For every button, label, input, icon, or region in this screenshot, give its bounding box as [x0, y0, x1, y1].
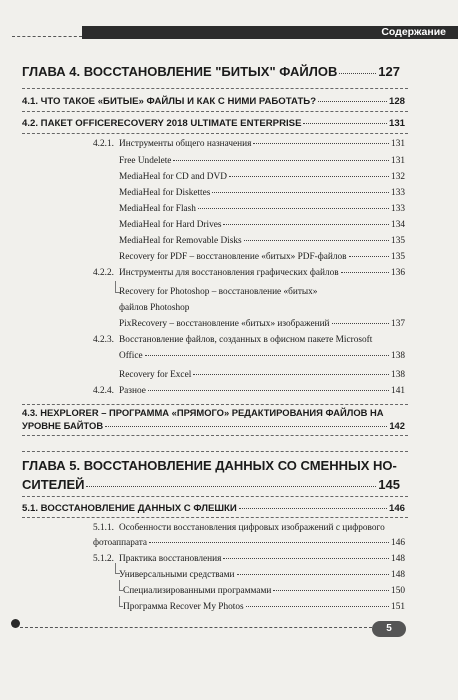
section-4-3-entry[interactable] [22, 420, 405, 431]
subsection-number: 5.1.1. [93, 523, 114, 533]
section-4-1-entry[interactable] [22, 96, 405, 107]
separator [22, 517, 408, 518]
toc-item[interactable] [119, 204, 405, 214]
subsection-number: 4.2.3. [93, 335, 114, 345]
toc-item-line[interactable]: Recovery for Photoshop – восстановление «битых» [119, 287, 318, 297]
section-4-3-title-cont: УРОВНЕ БАЙТОВ [22, 420, 104, 431]
toc-item-page: 138 [391, 370, 405, 380]
toc-item-page: 135 [391, 236, 405, 246]
toc-item-page: 137 [391, 319, 405, 329]
leader-dots [237, 574, 390, 575]
leader-dots [212, 192, 389, 193]
chapter-4-page: 127 [378, 64, 400, 79]
leader-dots [105, 426, 387, 427]
subsection-4-2-3-entry[interactable] [119, 351, 405, 361]
chapter-5-page: 145 [378, 477, 400, 492]
subsection-page: 146 [391, 538, 405, 548]
subsection-4-2-1-entry[interactable] [93, 139, 405, 149]
toc-item-page: 134 [391, 220, 405, 230]
toc-item[interactable] [123, 602, 405, 612]
section-5-1-title: 5.1. ВОССТАНОВЛЕНИЕ ДАННЫХ С ФЛЕШКИ [22, 503, 237, 514]
toc-item-title: Универсальными средствами [119, 570, 235, 580]
toc-item[interactable] [119, 370, 405, 380]
leader-dots [229, 176, 389, 177]
toc-item[interactable] [119, 303, 405, 313]
header-dash-line [12, 36, 82, 37]
chapter-4-title: ГЛАВА 4. ВОССТАНОВЛЕНИЕ "БИТЫХ" ФАЙЛОВ [22, 64, 338, 79]
subsection-page: 148 [391, 554, 405, 564]
toc-item-title: Программа Recover My Photos [123, 602, 244, 612]
leader-dots [223, 224, 389, 225]
toc-item-title: Free Undelete [119, 156, 172, 166]
subsection-title: Практика восстановления [119, 554, 222, 564]
section-4-3-line1[interactable]: 4.3. HEXPLORER – ПРОГРАММА «ПРЯМОГО» РЕДАКТИРОВАНИЯ ФАЙЛОВ НА [22, 407, 384, 418]
toc-item-page: 133 [391, 188, 405, 198]
separator [22, 133, 408, 134]
separator [22, 404, 408, 405]
leader-dots [149, 542, 389, 543]
leader-dots [198, 208, 389, 209]
toc-item-page: 151 [391, 602, 405, 612]
toc-item-title: Специализированными программами [123, 586, 272, 596]
leader-dots [246, 606, 389, 607]
section-4-1-title: 4.1. ЧТО ТАКОЕ «БИТЫЕ» ФАЙЛЫ И КАК С НИМИ РАБОТАТЬ? [22, 96, 317, 107]
toc-item[interactable] [119, 252, 405, 262]
leader-dots [173, 160, 389, 161]
toc-item-title: MediaHeal for Flash [119, 204, 196, 214]
section-4-3-page: 142 [389, 420, 405, 431]
toc-item[interactable] [119, 172, 405, 182]
toc-item-title: MediaHeal for CD and DVD [119, 172, 227, 182]
toc-item-title: MediaHeal for Diskettes [119, 188, 211, 198]
section-4-1-page: 128 [388, 96, 405, 107]
toc-item[interactable] [119, 220, 405, 230]
leader-dots [332, 323, 390, 324]
header-title: Содержание [381, 26, 446, 38]
subsection-title: Инструменты общего назначения [119, 139, 252, 149]
toc-item[interactable] [119, 236, 405, 246]
subsection-5-1-1-line1[interactable] [93, 523, 385, 533]
header-bar [82, 26, 458, 39]
subsection-4-2-4-entry[interactable] [93, 386, 405, 396]
footer-bullet-icon [11, 619, 20, 628]
toc-item[interactable] [119, 156, 405, 166]
toc-item-title: MediaHeal for Removable Disks [119, 236, 242, 246]
toc-item-page: 133 [391, 204, 405, 214]
toc-item[interactable] [119, 319, 405, 329]
page-number-badge: 5 [372, 621, 406, 637]
leader-dots [253, 143, 389, 144]
separator [22, 496, 408, 497]
section-4-2-entry[interactable] [22, 118, 405, 129]
separator [22, 88, 408, 89]
toc-item[interactable] [123, 586, 405, 596]
subsection-title-cont: Office [119, 351, 143, 361]
leader-dots [193, 374, 389, 375]
subsection-page: 136 [391, 268, 405, 278]
separator [22, 451, 408, 452]
subsection-title: Разное [119, 386, 146, 396]
subsection-page: 141 [391, 386, 405, 396]
subsection-title-cont: фотоаппарата [93, 538, 148, 548]
separator [22, 111, 408, 112]
leader-dots [341, 272, 389, 273]
subsection-page: 131 [391, 139, 405, 149]
toc-item-title: Recovery for PDF – восстановление «битых» PDF-файлов [119, 252, 347, 262]
toc-item-title: Recovery for Excel [119, 370, 192, 380]
subsection-page: 138 [391, 351, 405, 361]
chapter-4-entry[interactable] [22, 64, 400, 79]
leader-dots [349, 256, 390, 257]
leader-dots [244, 240, 389, 241]
bracket-line [115, 281, 120, 293]
subsection-title: Особенности восстановления цифровых изображений с цифрового [119, 523, 385, 533]
subsection-title: Восстановление файлов, созданных в офисном пакете Microsoft [119, 335, 373, 345]
leader-dots [145, 355, 389, 356]
subsection-number: 4.2.2. [93, 268, 114, 278]
subsection-number: 4.2.1. [93, 139, 114, 149]
subsection-5-1-2-entry[interactable] [93, 554, 405, 564]
chapter-5-line1[interactable]: ГЛАВА 5. ВОССТАНОВЛЕНИЕ ДАННЫХ СО СМЕННЫХ НО- [22, 458, 397, 473]
toc-item-page: 135 [391, 252, 405, 262]
chapter-5-entry[interactable] [22, 477, 400, 492]
toc-item[interactable] [119, 188, 405, 198]
toc-item-title: PixRecovery – восстановление «битых» изображений [119, 319, 330, 329]
subsection-4-2-2-entry[interactable] [93, 268, 405, 278]
leader-dots [148, 390, 389, 391]
section-4-2-title: 4.2. ПАКЕТ OFFICERECOVERY 2018 ULTIMATE ENTERPRISE [22, 118, 302, 129]
leader-dots [273, 590, 389, 591]
subsection-4-2-3-line1[interactable] [93, 335, 372, 345]
toc-item-page: 148 [391, 570, 405, 580]
leader-dots [339, 73, 376, 74]
toc-item-title: MediaHeal for Hard Drives [119, 220, 222, 230]
toc-item-page: 150 [391, 586, 405, 596]
subsection-number: 4.2.4. [93, 386, 114, 396]
section-5-1-page: 146 [388, 503, 405, 514]
section-4-2-page: 131 [388, 118, 405, 129]
subsection-number: 5.1.2. [93, 554, 114, 564]
leader-dots [318, 101, 387, 102]
chapter-5-title-cont: СИТЕЛЕЙ [22, 477, 85, 492]
subsection-title: Инструменты для восстановления графических файлов [119, 268, 339, 278]
toc-item[interactable] [119, 570, 405, 580]
section-5-1-entry[interactable] [22, 503, 405, 514]
footer-dash-line [20, 627, 372, 628]
toc-item-page: 132 [391, 172, 405, 182]
leader-dots [303, 123, 387, 124]
toc-item-page: 131 [391, 156, 405, 166]
toc-item-title: файлов Photoshop [119, 303, 190, 313]
subsection-5-1-1-entry[interactable] [93, 538, 405, 548]
leader-dots [239, 508, 387, 509]
separator [22, 435, 408, 436]
leader-dots [86, 486, 376, 487]
leader-dots [223, 558, 389, 559]
